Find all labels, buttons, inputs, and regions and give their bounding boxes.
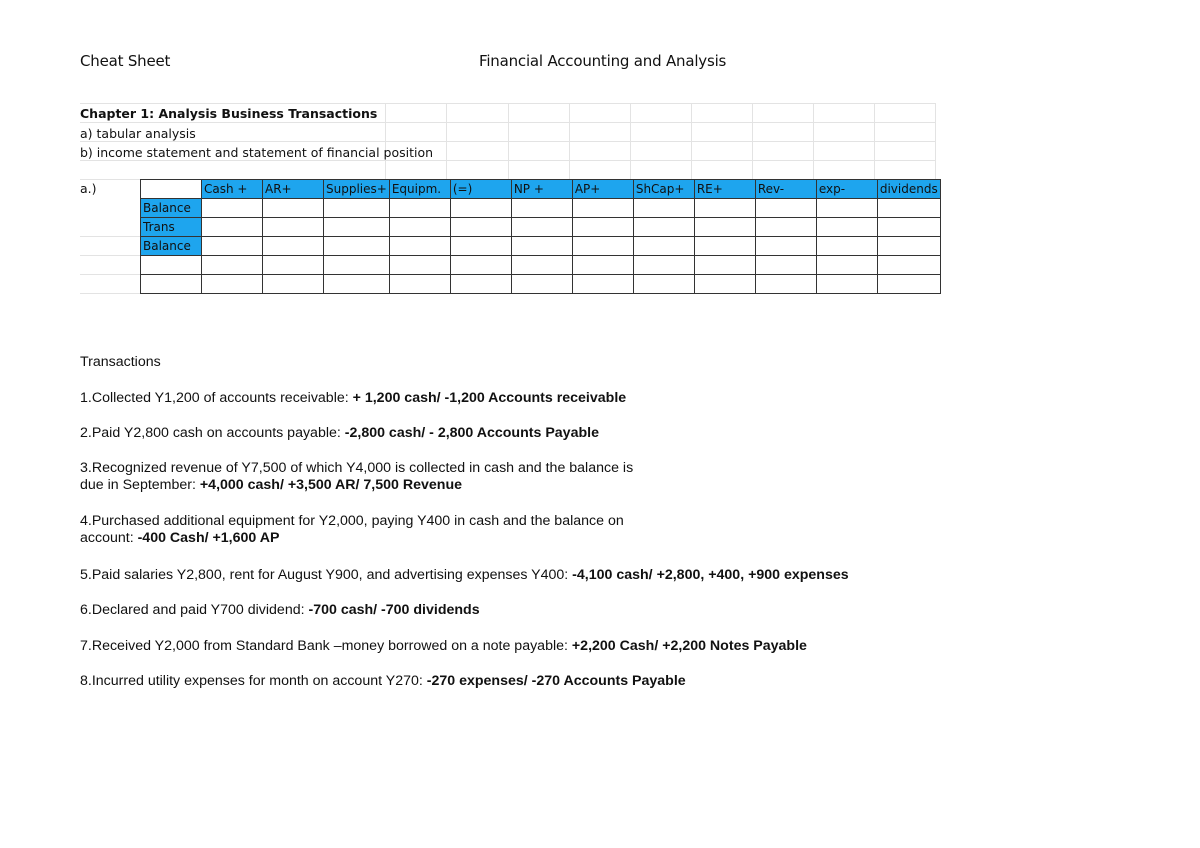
transaction-entry: +4,000 cash/ +3,500 AR/ 7,500 Revenue [199, 477, 463, 493]
row-label: Trans [141, 218, 202, 237]
row-label [141, 256, 202, 275]
header-cell: NP + [511, 180, 572, 199]
transaction-text-line1: 4.Purchased additional equipment for Y2,000, paying Y400 in cash and the balance on [80, 513, 624, 529]
table-row [141, 275, 941, 294]
transaction-item [80, 602, 480, 619]
transaction-item [80, 460, 633, 494]
transaction-text: 7.Received Y2,000 from Standard Bank –money borrowed on a note payable: [80, 638, 572, 654]
transaction-entry: -4,100 cash/ +2,800, +400, +900 expenses [572, 567, 849, 583]
transaction-entry: +2,200 Cash/ +2,200 Notes Payable [571, 638, 807, 654]
transaction-item [80, 638, 807, 655]
chapter-line-b: b) income statement and statement of financial position [80, 145, 434, 160]
header-cell: Equipm. [389, 180, 450, 199]
header-cell: RE+ [694, 180, 755, 199]
header-cell: (=) [450, 180, 511, 199]
transactions-heading: Transactions [80, 354, 161, 370]
header-cell: AP+ [572, 180, 633, 199]
transaction-item [80, 390, 626, 407]
chapter-line-a: a) tabular analysis [80, 125, 196, 141]
transaction-entry: -400 Cash/ +1,600 AP [137, 530, 280, 546]
header-cell: AR+ [263, 180, 324, 199]
chapter-block [80, 104, 433, 163]
doc-title-right: Financial Accounting and Analysis [479, 52, 727, 70]
transaction-text: account: [80, 530, 138, 546]
header-corner-cell [141, 180, 202, 199]
row-label: Balance [141, 237, 202, 256]
header-cell: ShCap+ [633, 180, 694, 199]
table-row [141, 218, 941, 237]
transaction-item [80, 513, 624, 547]
transaction-entry: + 1,200 cash/ -1,200 Accounts receivable [352, 390, 627, 406]
transaction-text: 6.Declared and paid Y700 dividend: [80, 602, 309, 618]
table-row [141, 256, 941, 275]
doc-title-left: Cheat Sheet [80, 52, 171, 70]
transaction-item [80, 425, 599, 442]
transaction-text: 2.Paid Y2,800 cash on accounts payable: [80, 425, 345, 441]
transaction-text-line1: 3.Recognized revenue of Y7,500 of which Y4,000 is collected in cash and the balance is [80, 460, 634, 476]
transaction-text: 5.Paid salaries Y2,800, rent for August Y900, and advertising expenses Y400: [80, 567, 573, 583]
transaction-text: due in September: [80, 477, 200, 493]
table-row [141, 199, 941, 218]
transaction-entry: -2,800 cash/ - 2,800 Accounts Payable [344, 425, 599, 441]
table-header-row [141, 180, 941, 199]
header-cell: exp- [816, 180, 877, 199]
table-row [141, 237, 941, 256]
transaction-text: 1.Collected Y1,200 of accounts receivable: [80, 390, 353, 406]
row-label: Balance [141, 199, 202, 218]
row-label [141, 275, 202, 294]
table-label: a.) [80, 181, 97, 196]
header-cell: Cash + [202, 180, 263, 199]
transaction-item [80, 673, 686, 690]
header-cell: dividends [877, 180, 940, 199]
transaction-item [80, 567, 849, 584]
header-cell: Supplies+ [324, 180, 390, 199]
header-cell: Rev- [755, 180, 816, 199]
chapter-title: Chapter 1: Analysis Business Transactions [80, 106, 378, 121]
tabular-analysis-table [140, 179, 941, 294]
transaction-entry: -270 expenses/ -270 Accounts Payable [426, 673, 686, 689]
transaction-text: 8.Incurred utility expenses for month on account Y270: [80, 673, 427, 689]
transaction-entry: -700 cash/ -700 dividends [308, 602, 480, 618]
